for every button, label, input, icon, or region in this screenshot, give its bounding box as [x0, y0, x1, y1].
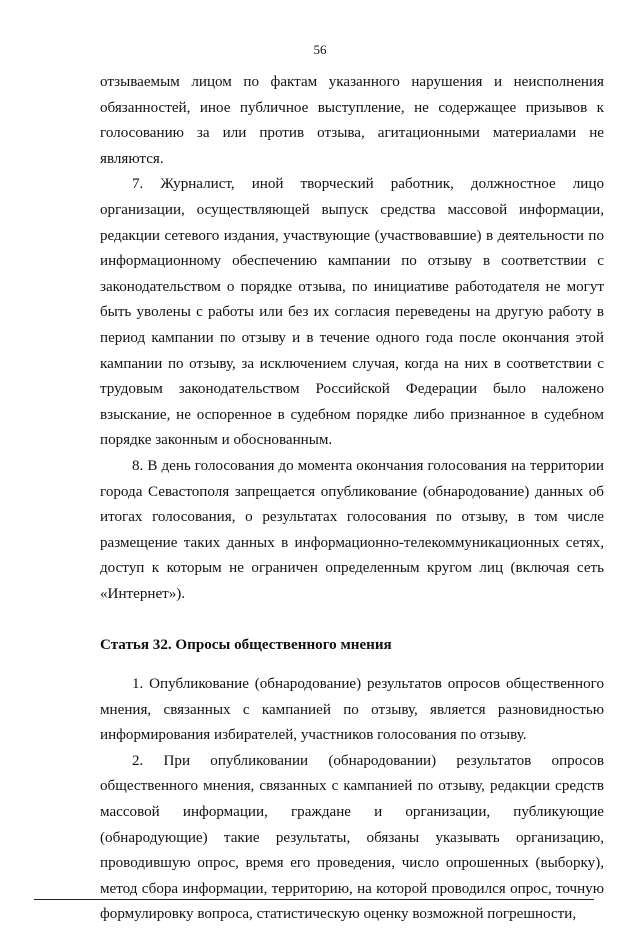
- article-heading: Статья 32. Опросы общественного мнения: [100, 637, 392, 654]
- section-spacer: [100, 607, 604, 620]
- paragraph-item-8: 8. В день голосования до момента окончания голосования на территории города Севастополя запрещается опубликование (обнародование) данных об итогах голосования, о результатах голосования по отзыву, в том числе размещение таких данных в информационно-телекоммуникационных сетях, доступ к которым не ограничен определенным кругом лиц (включая сеть «Интернет»).: [100, 457, 604, 602]
- document-body: [100, 70, 604, 928]
- page-bottom-rule: [34, 899, 594, 900]
- paragraph-item-7: 7. Журналист, иной творческий работник, должностное лицо организации, осуществляющей выпуск средства массовой информации, редакции сетевого издания, участвующие (участвовавшие) в деятельности по информационному обеспечению кампании по отзыву в соответствии с законодательством о порядке отзыва, по инициативе работодателя не могут быть уволены с работы или без их согласия переведены на другую работу в период кампании по отзыву и в течение одного года после окончания этой кампании по отзыву, за исключением случая, когда на них в соответствии с трудовым законодательством Российской Федерации было наложено взыскание, не оспоренное в судебном порядке либо признанное в судебном порядке законным и обоснованным.: [100, 176, 604, 449]
- paragraph-art32-item-1: 1. Опубликование (обнародование) результатов опросов общественного мнения, связанных с кампанией по отзыву, является разновидностью информирования избирателей, участников голосования по отзыву.: [100, 676, 604, 744]
- paragraph-art32-item-2: 2. При опубликовании (обнародовании) результатов опросов общественного мнения, связанных с кампанией по отзыву, редакции средств массовой информации, граждане и организации, публикующие (обнародующие) такие результаты, обязаны указывать организацию, проводившую опрос, время его проведения, число опрошенных (выборку), метод сбора информации, территорию, на которой проводился опрос, точную формулировку вопроса, статистическую оценку возможной погрешности,: [100, 752, 604, 923]
- paragraph-continuation: отзываемым лицом по фактам указанного нарушения и неисполнения обязанностей, иное публичное выступление, не содержащее призывов к голосованию за или против отзыва, агитационными материалами не являются.: [100, 74, 604, 167]
- page-number: 56: [313, 42, 327, 57]
